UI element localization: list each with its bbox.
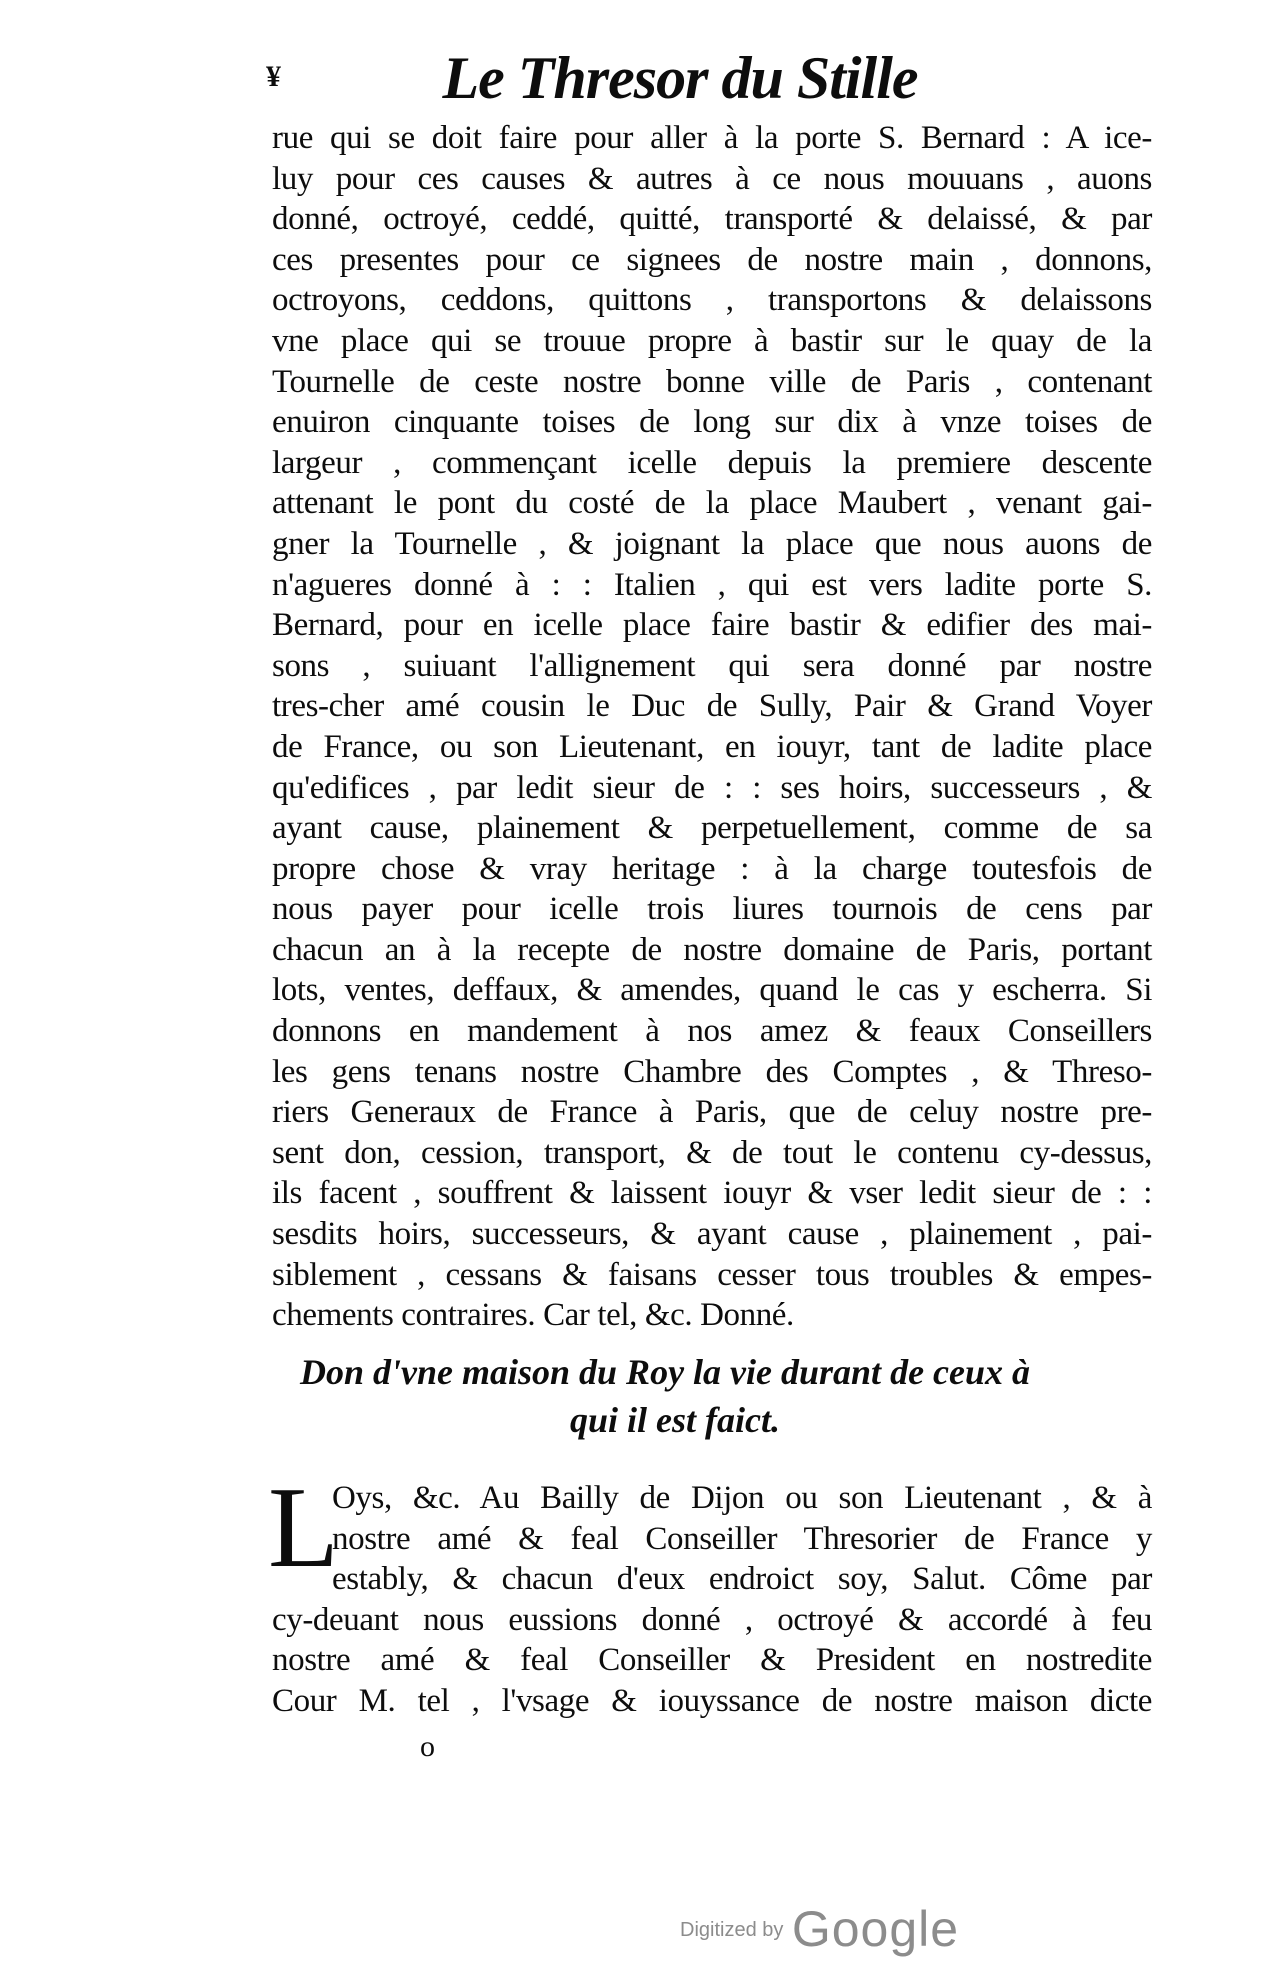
text-line: Tournelle de ceste nostre bonne ville de Paris , contenant [272, 363, 1152, 400]
text-line: sesdits hoirs, successeurs, & ayant cause , plainement , pai- [272, 1216, 1152, 1253]
section-title [300, 1348, 1140, 1444]
text-line: Bernard, pour en icelle place faire bastir & edifier des mai- [272, 607, 1152, 644]
section-title-line-1: Don d'vne maison du Roy la vie durant de ceux à [300, 1352, 1031, 1392]
text-line: nostre amé & feal Conseiller & President en nostredite [272, 1642, 1152, 1679]
text-line: octroyons, ceddons, quittons , transportons & delaissons [272, 282, 1152, 319]
text-line: qu'edifices , par ledit sieur de : : ses hoirs, successeurs , & [272, 769, 1152, 806]
text-line: cy-deuant nous eussions donné , octroyé & accordé à feu [272, 1601, 1152, 1638]
text-line: rue qui se doit faire pour aller à la porte S. Bernard : A ice- [272, 120, 1152, 156]
text-line: largeur , commençant icelle depuis la premiere descente [272, 444, 1152, 481]
bottom-mark: o [420, 1730, 435, 1763]
text-line: siblement , cessans & faisans cesser tous troubles & empes- [272, 1256, 1152, 1293]
text-line: estably, & chacun d'eux endroict soy, Salut. Côme par [332, 1561, 1152, 1598]
text-line: vne place qui se trouue propre à bastir sur le quay de la [272, 322, 1152, 359]
running-head: Le Thresor du Stille [442, 45, 918, 111]
text-line: Oys, &c. Au Bailly de Dijon ou son Lieutenant , & à [332, 1480, 1152, 1516]
watermark-small-text: Digitized by [680, 1919, 784, 1941]
text-line: chacun an à la recepte de nostre domaine de Paris, portant [272, 931, 1152, 968]
margin-marks: ¥ [266, 60, 281, 93]
text-line: les gens tenans nostre Chambre des Comptes , & Threso- [272, 1053, 1152, 1090]
text-line: donnons en mandement à nos amez & feaux Conseillers [272, 1013, 1152, 1050]
text-line: lots, ventes, deffaux, & amendes, quand le cas y escherra. Si [272, 972, 1152, 1009]
text-line: luy pour ces causes & autres à ce nous mouuans , auons [272, 160, 1152, 197]
body-text-second [272, 1478, 1152, 1722]
text-line: Cour M. tel , l'vsage & iouyssance de nostre maison dicte [272, 1682, 1152, 1719]
text-line: nostre amé & feal Conseiller Thresorier de France y [332, 1520, 1152, 1557]
text-line: ils facent , souffrent & laissent iouyr & vser ledit sieur de : : [272, 1175, 1152, 1212]
text-line: donné, octroyé, ceddé, quitté, transporté & delaissé, & par [272, 201, 1152, 238]
text-line: ces presentes pour ce signees de nostre main , donnons, [272, 241, 1152, 278]
text-line: sons , suiuant l'allignement qui sera donné par nostre [272, 647, 1152, 684]
section-title-line-2: qui il est faict. [570, 1400, 780, 1440]
text-line: sent don, cession, transport, & de tout le contenu cy-dessus, [272, 1134, 1152, 1171]
body-text [272, 118, 1152, 1336]
text-line: de France, ou son Lieutenant, en iouyr, tant de ladite place [272, 728, 1152, 765]
text-line: nous payer pour icelle trois liures tournois de cens par [272, 891, 1152, 928]
digitized-watermark [680, 1900, 959, 1958]
text-line: attenant le pont du costé de la place Maubert , venant gai- [272, 485, 1152, 522]
watermark-logo-text: Google [791, 1901, 960, 1957]
text-line: tres-cher amé cousin le Duc de Sully, Pair & Grand Voyer [272, 688, 1152, 725]
text-line: chements contraires. Car tel, &c. Donné. [272, 1297, 794, 1334]
text-line: n'agueres donné à : : Italien , qui est vers ladite porte S. [272, 566, 1152, 603]
text-line: gner la Tournelle , & joignant la place que nous auons de [272, 525, 1152, 562]
drop-cap: L [268, 1464, 339, 1592]
text-line: riers Generaux de France à Paris, que de celuy nostre pre- [272, 1094, 1152, 1131]
text-line: ayant cause, plainement & perpetuellement, comme de sa [272, 810, 1152, 847]
text-line: propre chose & vray heritage : à la charge toutesfois de [272, 850, 1152, 887]
text-line: enuiron cinquante toises de long sur dix à vnze toises de [272, 404, 1152, 441]
